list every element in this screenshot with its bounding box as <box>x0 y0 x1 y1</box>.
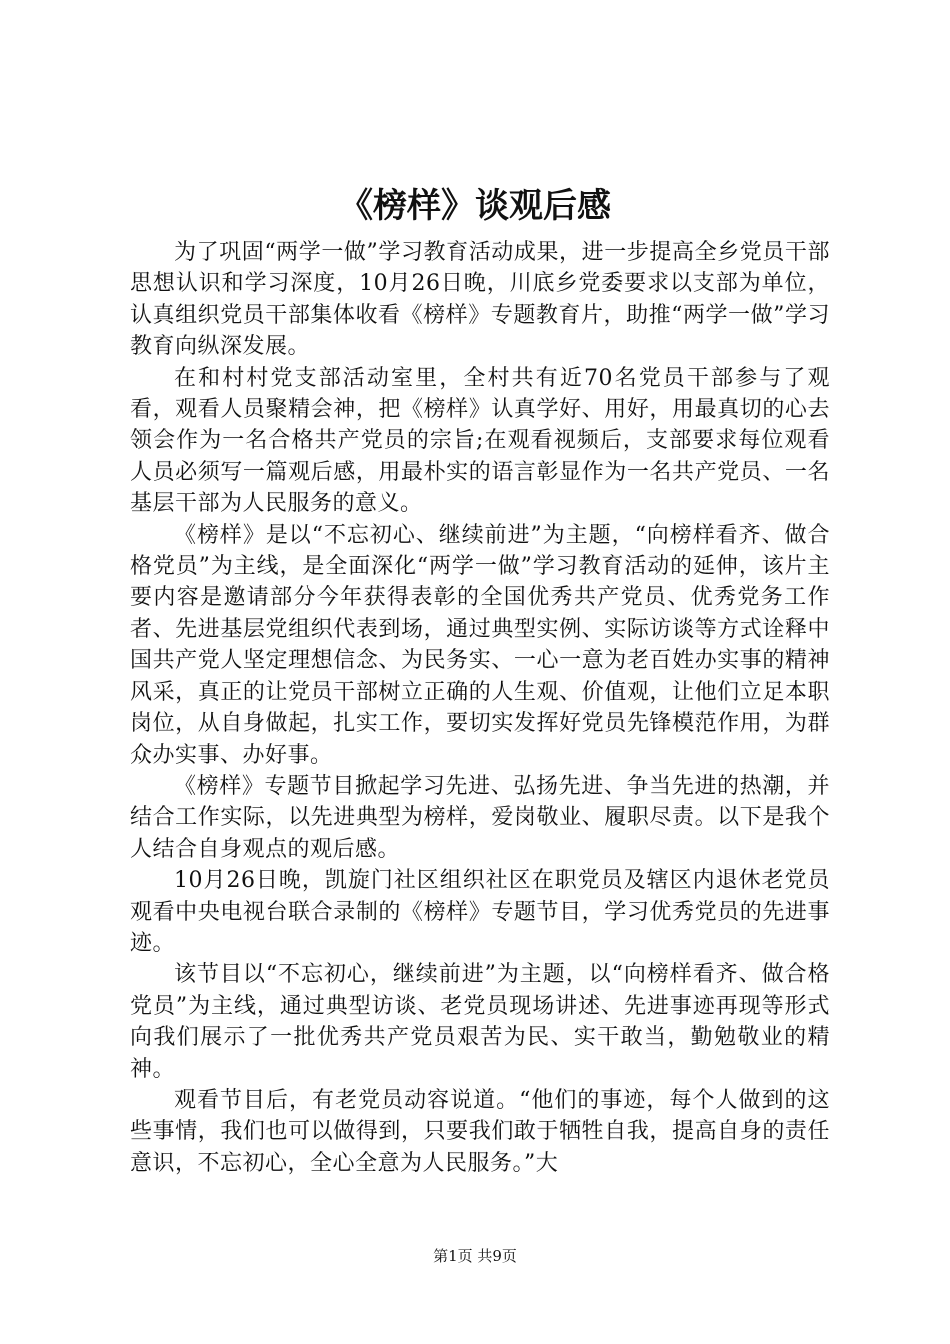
document-title: 《榜样》谈观后感 <box>339 186 611 226</box>
paragraph: 为了巩固“两学一做”学习教育活动成果，进一步提高全乡党员干部思想认识和学习深度，10月26日晚，川底乡党委要求以支部为单位，认真组织党员干部集体收看《榜样》专题教育片，助推“两学一做”学习教育向纵深发展。 <box>130 240 830 360</box>
paragraph: 10月26日晚，凯旋门社区组织社区在职党员及辖区内退休老党员观看中央电视台联合录制的《榜样》专题节目，学习优秀党员的先进事迹。 <box>130 868 830 956</box>
paragraph: 《榜样》是以“不忘初心、继续前进”为主题，“向榜样看齐、做合格党员”为主线，是全面深化“两学一做”学习教育活动的延伸，该片主要内容是邀请部分今年获得表彰的全国优秀共产党员、优秀党务工作者、先进基层党组织代表到场，通过典型实例、实际访谈等方式诠释中国共产党人坚定理想信念、为民务实、一心一意为老百姓办实事的精神风采，真正的让党员干部树立正确的人生观、价值观，让他们立足本职岗位，从自身做起，扎实工作，要切实发挥好党员先锋模范作用，为群众办实事、办好事。 <box>130 522 830 768</box>
paragraph: 在和村村党支部活动室里，全村共有近70名党员干部参与了观看，观看人员聚精会神，把《榜样》认真学好、用好，用最真切的心去领会作为一名合格共产党员的宗旨;在观看视频后，支部要求每位观看人员必须写一篇观后感，用最朴实的语言彰显作为一名共产党员、一名基层干部为人民服务的意义。 <box>130 365 830 517</box>
paragraph: 《榜样》专题节目掀起学习先进、弘扬先进、争当先进的热潮，并结合工作实际，以先进典型为榜样，爱岗敬业、履职尽责。以下是我个人结合自身观点的观后感。 <box>130 773 830 862</box>
paragraph: 观看节目后，有老党员动容说道。“他们的事迹，每个人做到的这些事情，我们也可以做得到，只要我们敢于牺牲自我，提高自身的责任意识，不忘初心，全心全意为人民服务。”大 <box>130 1087 830 1176</box>
paragraph: 该节目以“不忘初心，继续前进”为主题，以“向榜样看齐、做合格党员”为主线，通过典型访谈、老党员现场讲述、先进事迹再现等形式向我们展示了一批优秀共产党员艰苦为民、实干敢当，勤勉敬业的精神。 <box>130 962 830 1082</box>
page-footer: 第1页 共9页 <box>433 1247 517 1265</box>
document-body <box>130 237 830 1179</box>
